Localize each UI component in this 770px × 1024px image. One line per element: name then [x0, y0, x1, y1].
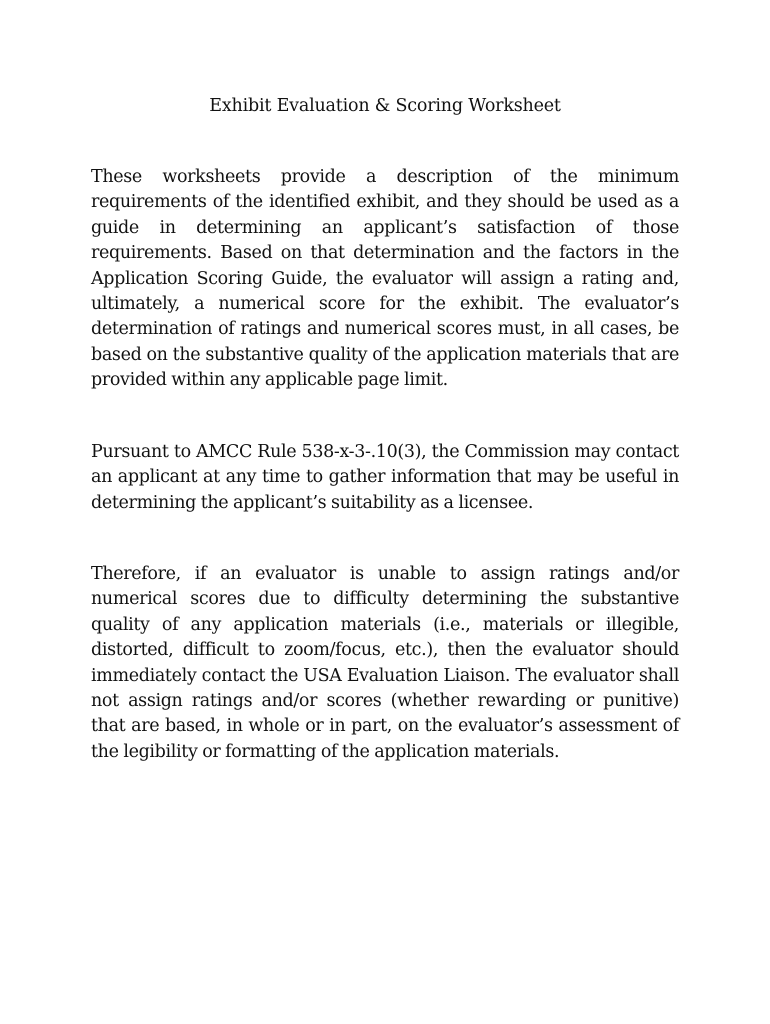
- paragraph-evaluator-instructions: Therefore, if an evaluator is unable to assign ratings and/or numerical scores due to difficulty determining the substantive quality of any application materials (i.e., materials or illegible, distorted, difficult to zoom/focus, etc.), then the evaluator should immediately contact the USA Evaluation Liaison. The evaluator shall not assign ratings and/or scores (whether rewarding or punitive) that are based, in whole or in part, on the evaluator’s assessment of the legibility or formatting of the application materials.: [91, 564, 679, 762]
- paragraph-amcc-rule: Pursuant to AMCC Rule 538-x-3-.10(3), the Commission may contact an applicant at any time to gather information that may be useful in determining the applicant’s suitability as a licensee.: [91, 442, 679, 513]
- document-title: Exhibit Evaluation & Scoring Worksheet: [209, 96, 561, 116]
- paragraph-worksheet-description: These worksheets provide a description of the minimum requirements of the identified exhibit, and they should be used as a guide in determining an applicant’s satisfaction of those requirements. Based on that determination and the factors in the Application Scoring Guide, the evaluator will assign a rating and, ultimately, a numerical score for the exhibit. The evaluator’s determination of ratings and numerical scores must, in all cases, be based on the substantive quality of the application materials that are provided within any applicable page limit.: [91, 167, 679, 391]
